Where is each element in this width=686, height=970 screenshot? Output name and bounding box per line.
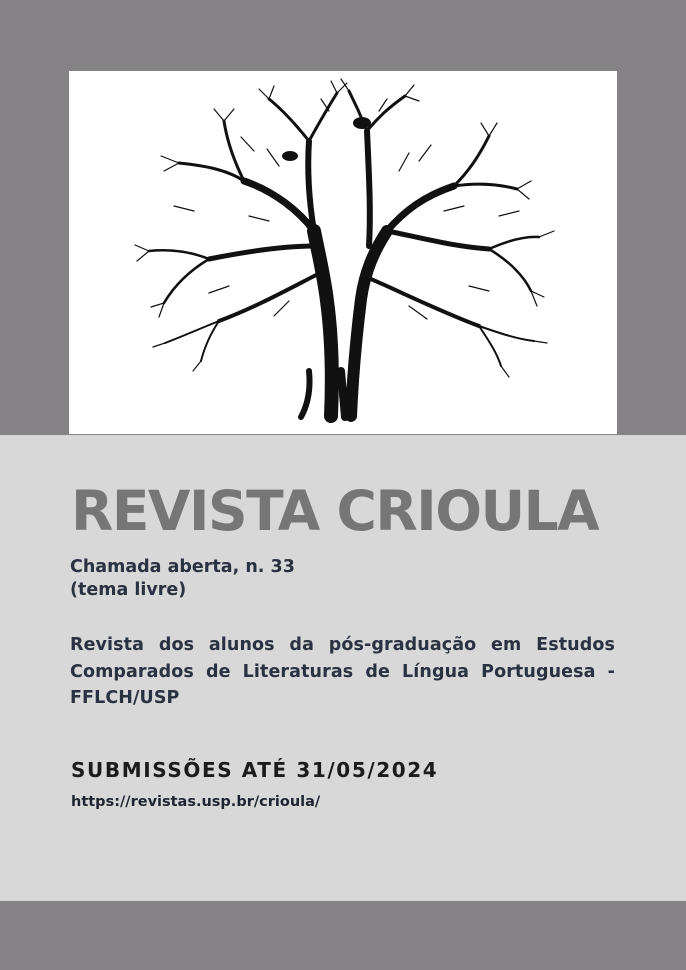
bottom-gray-band — [0, 901, 686, 970]
call-line-issue: Chamada aberta, n. 33 — [70, 557, 295, 577]
call-line-theme: (tema livre) — [70, 580, 187, 600]
cover-image-frame — [69, 71, 617, 434]
submission-deadline: SUBMISSÕES ATÉ 31/05/2024 — [71, 758, 439, 782]
website-link[interactable]: https://revistas.usp.br/crioula/ — [71, 794, 321, 810]
tree-illustration — [69, 71, 617, 434]
call-for-papers — [70, 556, 570, 602]
magazine-title: REVISTA CRIOULA — [71, 479, 599, 543]
magazine-description: Revista dos alunos da pós-graduação em Estudos Comparados de Literaturas de Língua Portuguesa - FFLCH/USP — [70, 635, 615, 708]
